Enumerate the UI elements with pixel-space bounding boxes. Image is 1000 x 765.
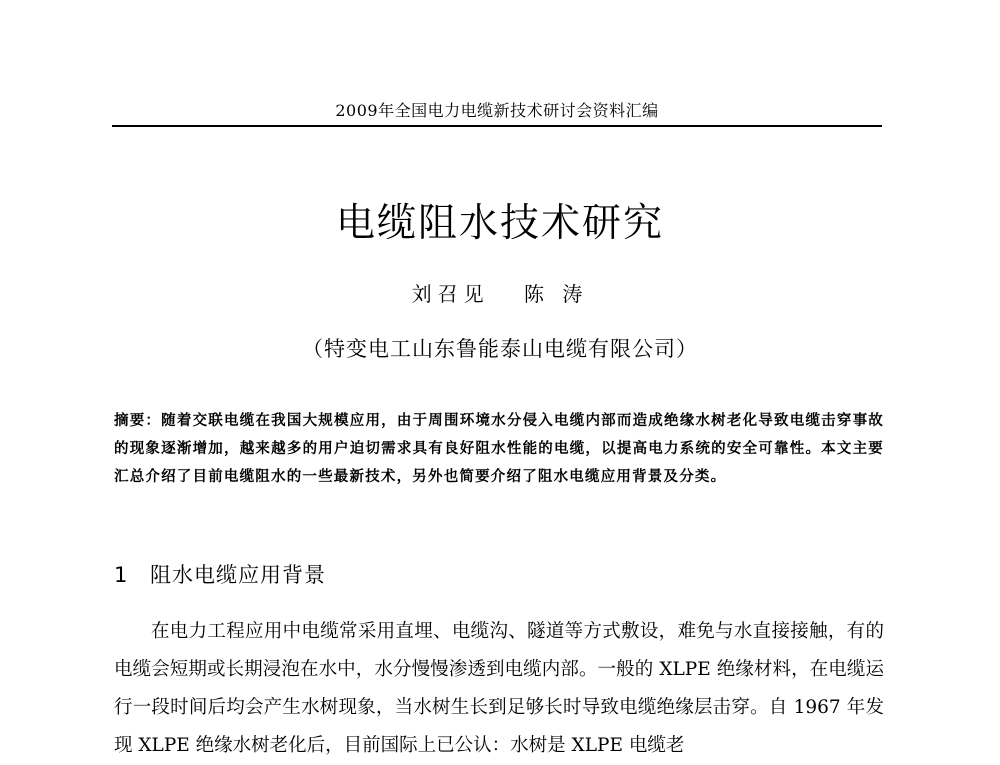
- author-name: 陈 涛: [524, 282, 589, 306]
- affiliation: （特变电工山东鲁能泰山电缆有限公司）: [302, 337, 698, 361]
- header-rule: [112, 125, 882, 127]
- section-title: 阻水电缆应用背景: [150, 563, 326, 587]
- abstract-text: 随着交联电缆在我国大规模应用，由于周围环境水分侵入电缆内部而造成绝缘水树老化导致电缆击穿事故的现象逐渐增加，越来越多的用户迫切需求具有良好阻水性能的电缆，以提高电力系统的安全可靠性。本文主要汇总介绍了目前电缆阻水的一些最新技术，另外也简要介绍了阻水电缆应用背景及分类。: [114, 412, 884, 485]
- running-header: 2009年全国电力电缆新技术研讨会资料汇编: [335, 101, 659, 120]
- author-name: 刘召见: [411, 282, 490, 306]
- paper-title: 电缆阻水技术研究: [335, 201, 664, 246]
- abstract: [114, 407, 884, 491]
- authors: [0, 280, 1000, 308]
- abstract-label: 摘要：: [114, 412, 162, 429]
- body-paragraph: 在电力工程应用中电缆常采用直埋、电缆沟、隧道等方式敷设，难免与水直接接触，有的电缆会短期或长期浸泡在水中，水分慢慢渗透到电缆内部。一般的 XLPE 绝缘材料，在电缆运行一段时间后均会产生水树现象，当水树生长到足够长时导致电缆绝缘层击穿。自 1967 年发现 XLPE 绝缘水树老化后，目前国际上已公认：水树是 XLPE 电缆老: [114, 621, 884, 756]
- section-number: 1: [114, 563, 128, 587]
- section-heading: [114, 560, 326, 590]
